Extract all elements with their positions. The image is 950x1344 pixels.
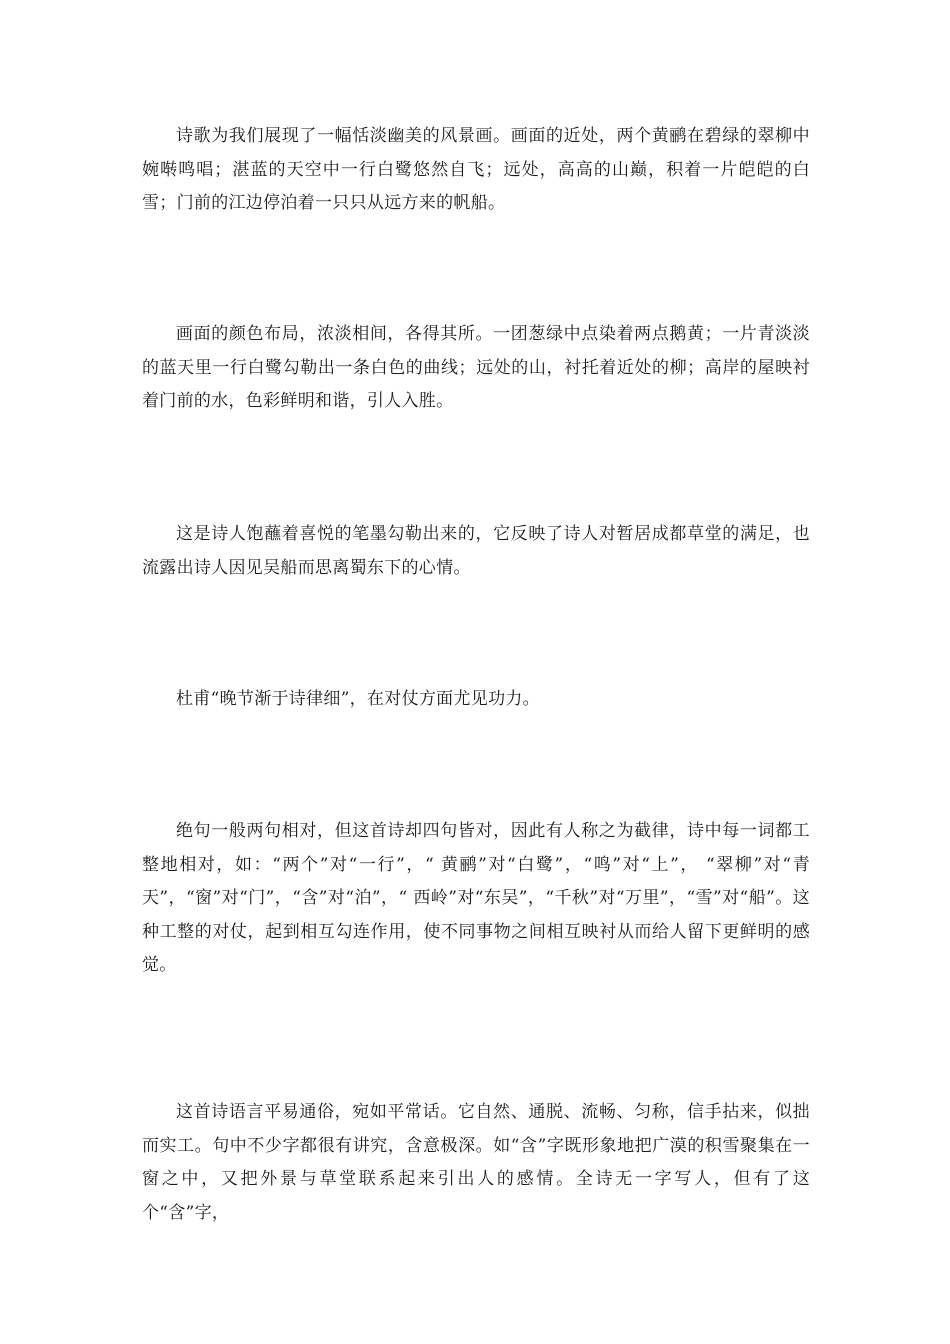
paragraph-parallelism-intro: 杜甫“晚节渐于诗律细”，在对仗方面尤见功力。 [176, 689, 540, 709]
paragraph-poet-emotion: 这是诗人饱蘸着喜悦的笔墨勾勒出来的，它反映了诗人对暂居成都草堂的满足，也流露出诗人因见吴船而思离蜀东下的心情。 [142, 524, 810, 578]
paragraph-scenery-description: 诗歌为我们展现了一幅恬淡幽美的风景画。画面的近处，两个黄鹂在碧绿的翠柳中婉啭鸣唱；湛蓝的天空中一行白鹭悠然自飞；远处，高高的山巅，积着一片皑皑的白雪；门前的江边停泊着一只只从远方来的帆船。 [142, 126, 810, 213]
paragraph-language-style: 这首诗语言平易通俗，宛如平常话。它自然、通脱、流畅、匀称，信手拈来，似拙而实工。句中不少字都很有讲究，含意极深。如“含”字既形象地把广漠的积雪聚集在一窗之中，又把外景与草堂联系起来引出人的感情。全诗无一字写人，但有了这个“含”字， [142, 1102, 810, 1223]
paragraph-color-layout: 画面的颜色布局，浓淡相间，各得其所。一团葱绿中点染着两点鹅黄；一片青淡淡的蓝天里一行白鹭勾勒出一条白色的曲线；远处的山，衬托着近处的柳；高岸的屋映衬着门前的水，色彩鲜明和谐，引人入胜。 [142, 324, 810, 411]
paragraph-parallelism-examples: 绝句一般两句相对，但这首诗却四句皆对，因此有人称之为截律，诗中每一词都工整地相对，如：“两个”对“一行”，“ 黄鹂”对“白鹭”，“鸣”对“上”， “翠柳”对“青天”，“窗”对“门”，“含”对“泊”，“ 西岭”对“东吴”，“千秋”对“万里”，“雪”对“船”。这种工整的对仗，起到相互勾连作用，使不同事物之间相互映衬从而给人留下更鲜明的感觉。 [142, 821, 810, 975]
